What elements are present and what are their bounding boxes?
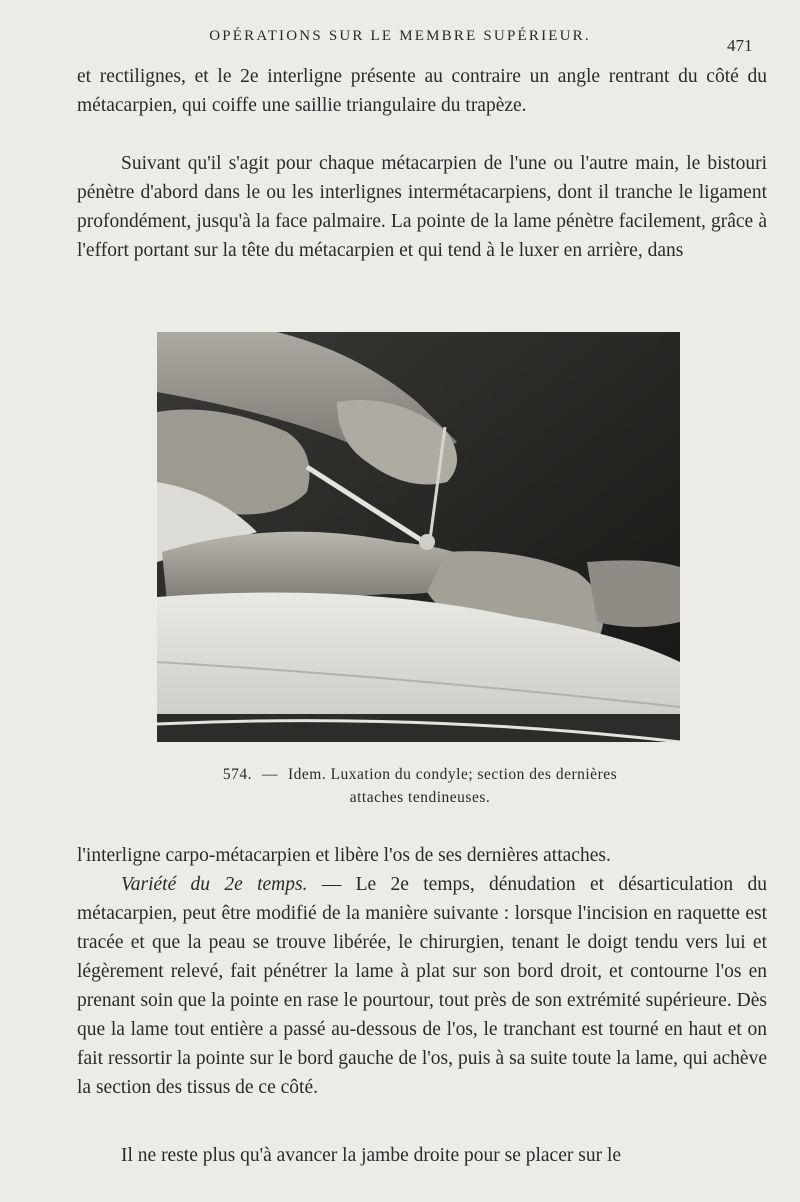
paragraph-5: Il ne reste plus qu'à avancer la jambe droite pour se placer sur le	[121, 1145, 622, 1166]
figure-number: 574.	[222, 766, 252, 783]
caption-line-2: attaches tendineuses.	[349, 789, 491, 806]
surgical-photograph	[157, 332, 680, 742]
photo-illustration	[157, 332, 680, 742]
figure-caption	[160, 763, 680, 809]
caption-line-1: Idem. Luxation du condyle; section des dernières	[287, 766, 618, 783]
paragraph-4-body: — Le 2e temps, dénudation et désarticulation du métacarpien, peut être modifié de la manière suivante : lorsque l'incision en raquette est tracée et que la peau se trouve libérée, le chirurgien, tenant le doigt tendu vers lui et légèrement relevé, fait pénétrer la lame à plat sur son bord droit, et contourne l'os en prenant soin que la pointe en rase le pourtour, tout près de son extrémité supérieure. Dès que la lame tout entière a passé au-dessous de l'os, le tranchant est tourné en haut et on fait ressortir la pointe sur le bord gauche de l'os, puis à sa suite toute la lame, qui achève la section des tissus de ce côté.	[77, 874, 768, 1098]
caption-dash: —	[261, 766, 278, 783]
paragraph-4	[77, 870, 767, 1102]
paragraph-3: l'interligne carpo-métacarpien et libère l'os de ses dernières attaches.	[77, 845, 611, 866]
paragraph-1: et rectilignes, et le 2e interligne présente au contraire un angle rentrant du côté du métacarpien, qui coiffe une saillie triangulaire du trapèze.	[77, 66, 767, 116]
page-number: 471	[727, 36, 753, 55]
running-title: OPÉRATIONS SUR LE MEMBRE SUPÉRIEUR.	[209, 28, 591, 44]
section-title: Variété du 2e temps.	[121, 874, 308, 895]
paragraph-2: Suivant qu'il s'agit pour chaque métacarpien de l'une ou l'autre main, le bistouri pénètre d'abord dans le ou les interlignes intermétacarpiens, dont il tranche le ligament profondément, jusqu'à la face palmaire. La pointe de la lame pénètre facilement, grâce à l'effort portant sur la tête du métacarpien et qui tend à le luxer en arrière, dans	[77, 153, 767, 261]
